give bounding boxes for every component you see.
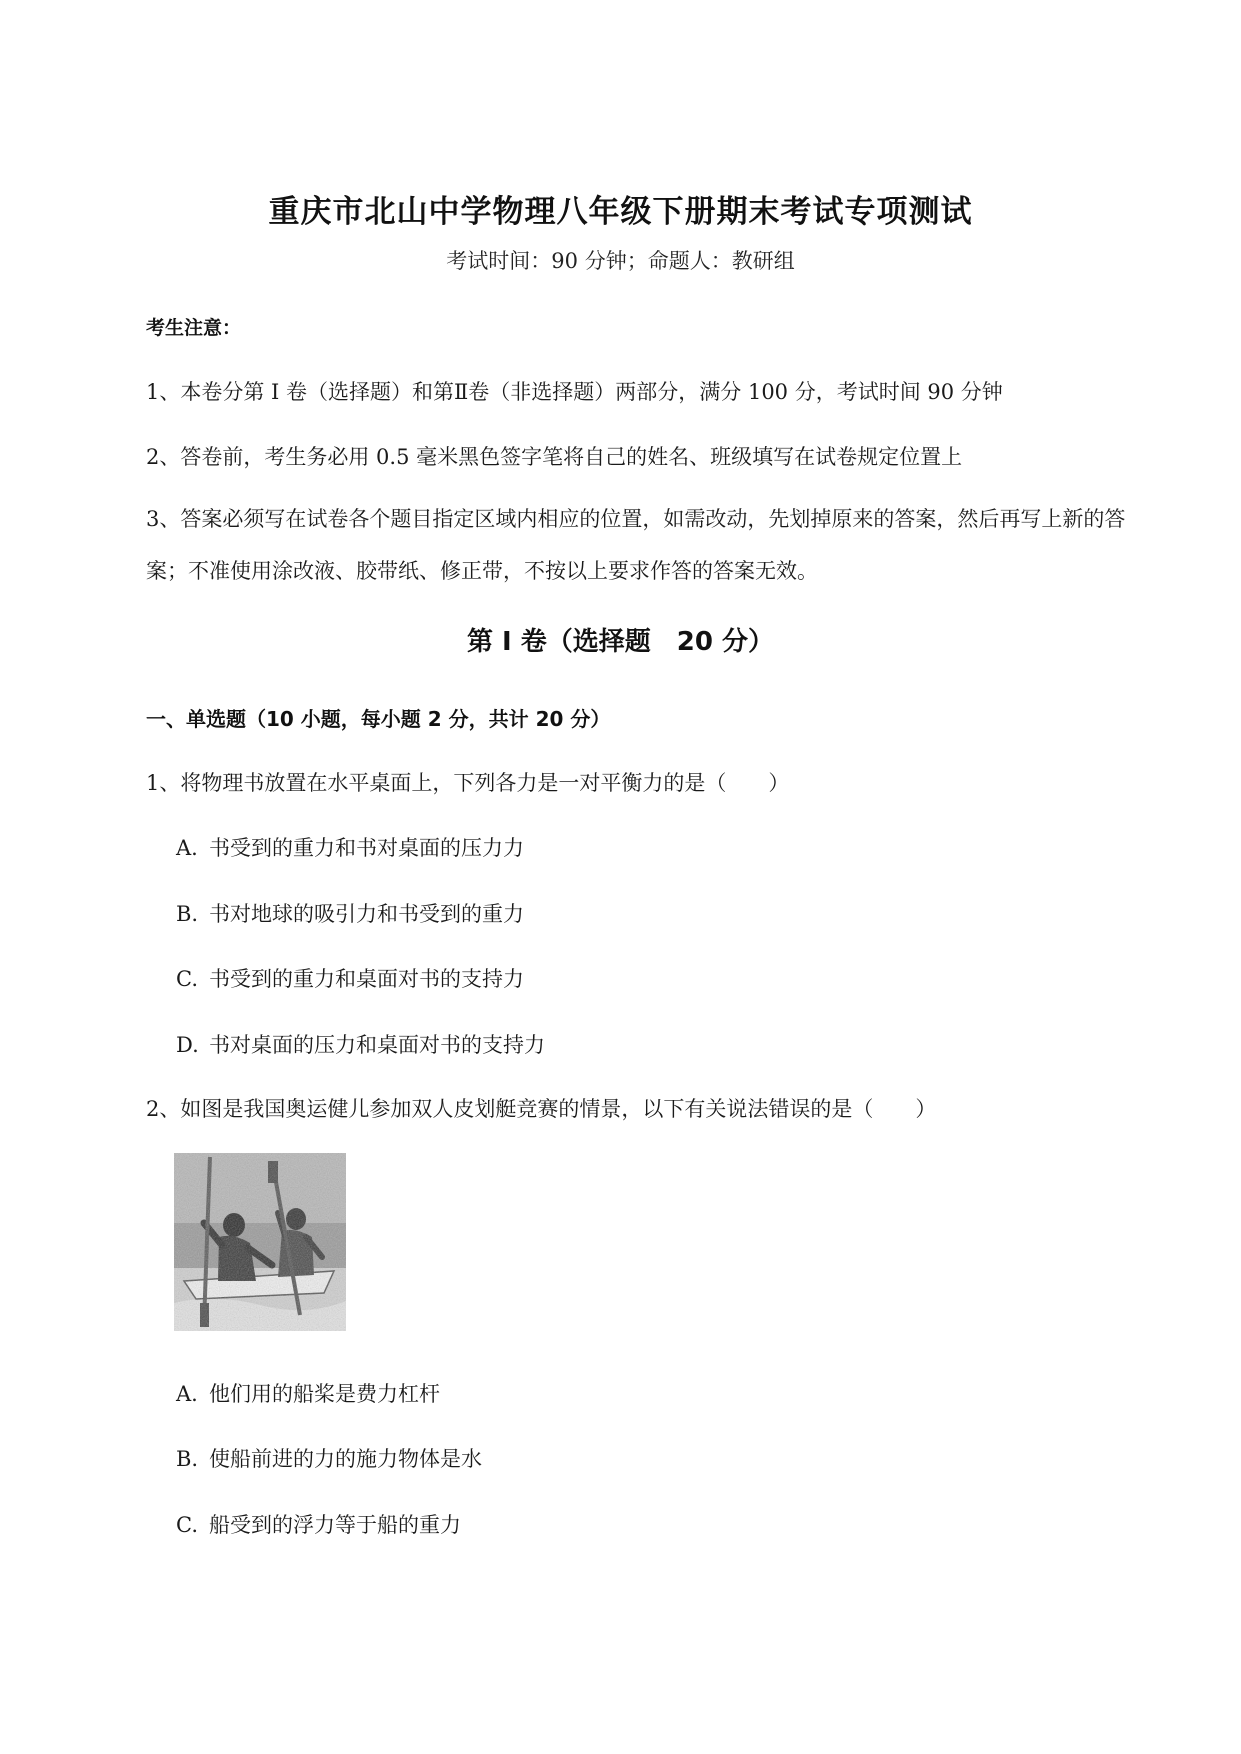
- exam-info: 考试时间：90 分钟；命题人：教研组: [446, 249, 795, 273]
- option-text: 船受到的浮力等于船的重力: [209, 1513, 461, 1537]
- option-letter: B.: [176, 1447, 199, 1471]
- notice-item: 2、答卷前，考生务必用 0.5 毫米黑色签字笔将自己的姓名、班级填写在试卷规定位置上: [146, 445, 963, 469]
- page-title: 重庆市北山中学物理八年级下册期末考试专项测试: [268, 194, 973, 230]
- answer-option[interactable]: [176, 1378, 440, 1408]
- option-text: 使船前进的力的施力物体是水: [209, 1447, 482, 1471]
- option-text: 书对桌面的压力和桌面对书的支持力: [209, 1033, 545, 1057]
- option-text: 书对地球的吸引力和书受到的重力: [209, 902, 524, 926]
- option-text: 书受到的重力和书对桌面的压力力: [209, 836, 524, 860]
- part-heading: 一、单选题（10 小题，每小题 2 分，共计 20 分）: [146, 707, 611, 731]
- option-letter: B.: [176, 902, 199, 926]
- option-text: 书受到的重力和桌面对书的支持力: [209, 967, 524, 991]
- answer-option[interactable]: [176, 1509, 461, 1539]
- answer-option[interactable]: [176, 832, 524, 862]
- notice-item: 3、答案必须写在试卷各个题目指定区域内相应的位置，如需改动，先划掉原来的答案，然后再写上新的答案；不准使用涂改液、胶带纸、修正带，不按以上要求作答的答案无效。: [146, 507, 1126, 583]
- section-title: 第 I 卷（选择题 20 分）: [466, 627, 774, 657]
- option-letter: A.: [176, 1382, 198, 1406]
- option-text: 他们用的船桨是费力杠杆: [209, 1382, 440, 1406]
- notice-item: 1、本卷分第 I 卷（选择题）和第Ⅱ卷（非选择题）两部分，满分 100 分，考试时间 90 分钟: [146, 380, 1003, 404]
- option-letter: C.: [176, 967, 198, 991]
- answer-option[interactable]: [176, 1029, 545, 1059]
- question-stem: 2、如图是我国奥运健儿参加双人皮划艇竞赛的情景，以下有关说法错误的是（ ）: [146, 1097, 937, 1121]
- canoe-racers-photo: [174, 1153, 346, 1331]
- option-letter: A.: [176, 836, 198, 860]
- answer-option[interactable]: [176, 898, 524, 928]
- question-stem: 1、将物理书放置在水平桌面上，下列各力是一对平衡力的是（ ）: [146, 771, 790, 795]
- notice-heading: 考生注意：: [146, 317, 242, 339]
- option-letter: D.: [176, 1033, 199, 1057]
- answer-option[interactable]: [176, 963, 524, 993]
- option-letter: C.: [176, 1513, 198, 1537]
- answer-option[interactable]: [176, 1443, 482, 1473]
